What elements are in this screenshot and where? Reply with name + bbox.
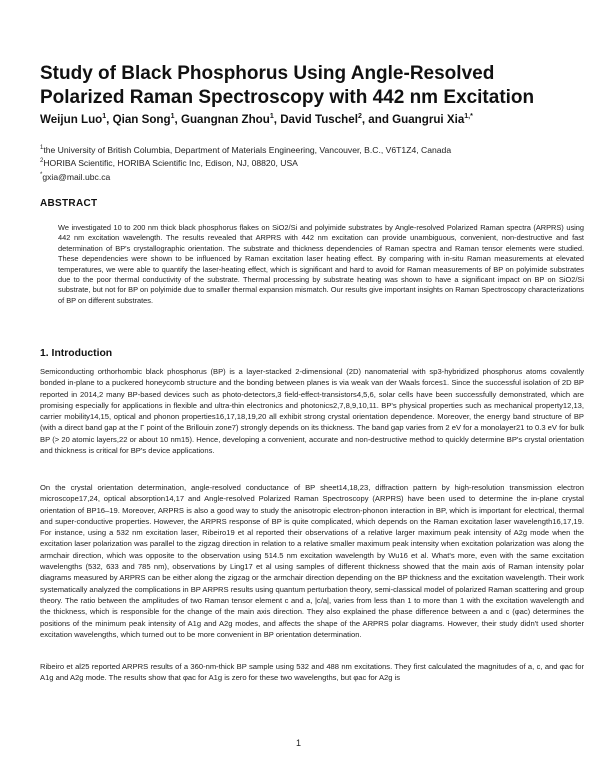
affiliation: $^1$the University of British Columbia, Department of Materials Engineering, Vancouver, B.C., V6T1Z4, Canada bbox=[40, 144, 452, 155]
author: Weijun Luo$^1$, bbox=[40, 113, 113, 126]
author: Qian Song$^1$, bbox=[112, 113, 181, 126]
intro-paragraph-3: Ribeiro et al25 reported ARPRS results of a 360-nm-thick BP sample using 532 and 488 nm excitations. They first calculated the magnitudes of a, c, and φac for A1g and A2g mode. The results show that φac for A1g is zero for these two wavelengths, but φac for A2g is bbox=[40, 662, 584, 683]
section-heading-introduction: 1. Introduction bbox=[40, 348, 113, 359]
author: Guangnan Zhou$^1$, bbox=[180, 113, 281, 126]
page-number: 1 bbox=[296, 738, 302, 748]
author: and Guangrui Xia$^{1,*}$ bbox=[368, 113, 473, 126]
author: David Tuschel$^2$, bbox=[280, 113, 369, 126]
abstract-text: We investigated 10 to 200 nm thick black phosphorus flakes on SiO2/Si and polyimide substrates by Angle-resolved Polarized Raman spectra (ARPRS) using 442 nm excitation wavelength. The results revealed that ARPRS with 442 nm excitation can provide unambiguous, convenient, non-destructive and fast determination of BP's crystallographic orientation. The substrate and thickness dependencies of Raman spectra and Raman tensor elements were studied. These dependencies were shown to be influenced by Raman excitation laser heating effect. By comparing with in-situ Raman measurements at elevated temperatures, we were able to quantify the laser-heating effect, which is significant and hard to avoid for Raman measurements of BP on polyimide substrates due to the poor thermal conductivity of the substrate. Thermal processing by substrate heating was shown to have a significant impact on BP on SiO2/Si substrate, but not for BP on polyimide due to smaller thermal expansion mismatch. Our results give important insights on Raman Spectroscopy characterizations of BP on different substrates. bbox=[58, 223, 584, 305]
affiliation: $^2$HORIBA Scientific, HORIBA Scientific Inc, Edison, NJ, 08820, USA bbox=[40, 158, 298, 169]
paper-title: Study of Black Phosphorus Using Angle-Resolved Polarized Raman Spectroscopy with 442 nm Excitation bbox=[40, 63, 535, 108]
intro-paragraph-1: Semiconducting orthorhombic black phosphorus (BP) is a layer-stacked 2-dimensional (2D) nanomaterial with sp3-hybridized phosphorus atoms covalently bonded in-plane to a puckered honeycomb structure and the bonding between planes is via weak van der Waals forces1. Since the successful isolation of 2D BP reported in 2014,2 many BP-based devices such as photo-detectors,3 field-effect-transistors4,5,6, solar cells have been successfully demonstrated, which are promising especially for applications in flexible and ultra-thin electronics and photonics2,7,8,9,10,11. BP's physical properties such as mechanical property12,13, carrier mobility14,15, optical and phonon properties16,17,18,19,20 all exhibit strong crystal orientation dependence. Moreover, the energy band structure of BP (with a direct band gap at the Γ point of the Brillouin zone7) strongly depends on its thickness. The band gap varies from 2 eV for a monolayer21 to 0.3 eV for bulk BP (> 20 atomic layers,22 or about 10 nm15). Hence, developing a convenient, accurate and non-destructive method to quickly determine BP's crystal orientation and thickness is critical for BP's device applications. bbox=[40, 367, 584, 456]
intro-paragraph-2: On the crystal orientation determination, angle-resolved conductance of BP sheet14,18,23, diffraction pattern by high-resolution transmission electron microscope17,24, optical absorption14,17 and Angle-resolved Polarized Raman Spectroscopy (ARPRS) have been used to determine the in-plane crystal orientation of BP16–19. Moreover, ARPRS is also a good way to study the anisotropic electron-phonon interaction in BP, which is important for electrical, thermal and super-conductive properties. However, the ARPRS response of BP is quite complicated, which depends on the Raman excitation laser wavelength16,17,19. For instance, using a 532 nm excitation laser, Ribeiro19 et al reported their observations of a relative larger maximum peak intensity of A2g mode when the excitation laser polarization was parallel to the zigzag direction in relation to a relative smaller maximum peak intensity when excitation polarization was along the armchair direction, which was opposite to the observation using 514.5 nm excitation wavelength by Wu16 et al. What's more, even with the same excitation wavelengths (532, 633 and 785 nm), observations by Ling17 et al using samples of different thickness showed that the main axis of Raman intensity polar diagrams measured by ARPRS can be either along the zigzag or the armchair direction depending on the BP thickness and the excitation wavelength. Their work systematically analyzed the complications in BP ARPRS results using quantum perturbation theory, semi-classical model of polarized Raman scattering and group theory. The ratio between the amplitudes of two Raman tensor element c and a, |c/a|, varies from less than 1 to more than 1 with the excitation wavelength and the thickness, which is responsible for the change of the main axis direction. They also explained the phase difference between a and c (φac) determines the positions of the minimum peak intensity of A1g and A2g modes, and affects the shape of the ARPRS polar diagrams. However, their study didn't used shorter excitation wavelengths, which turned out to be more convenient in BP orientation determination. bbox=[40, 483, 584, 639]
abstract-heading: ABSTRACT bbox=[40, 198, 98, 209]
author-list bbox=[40, 113, 580, 126]
corresponding-email: *gxia@mail.ubc.ca bbox=[40, 171, 111, 182]
affiliation-list bbox=[40, 143, 580, 183]
